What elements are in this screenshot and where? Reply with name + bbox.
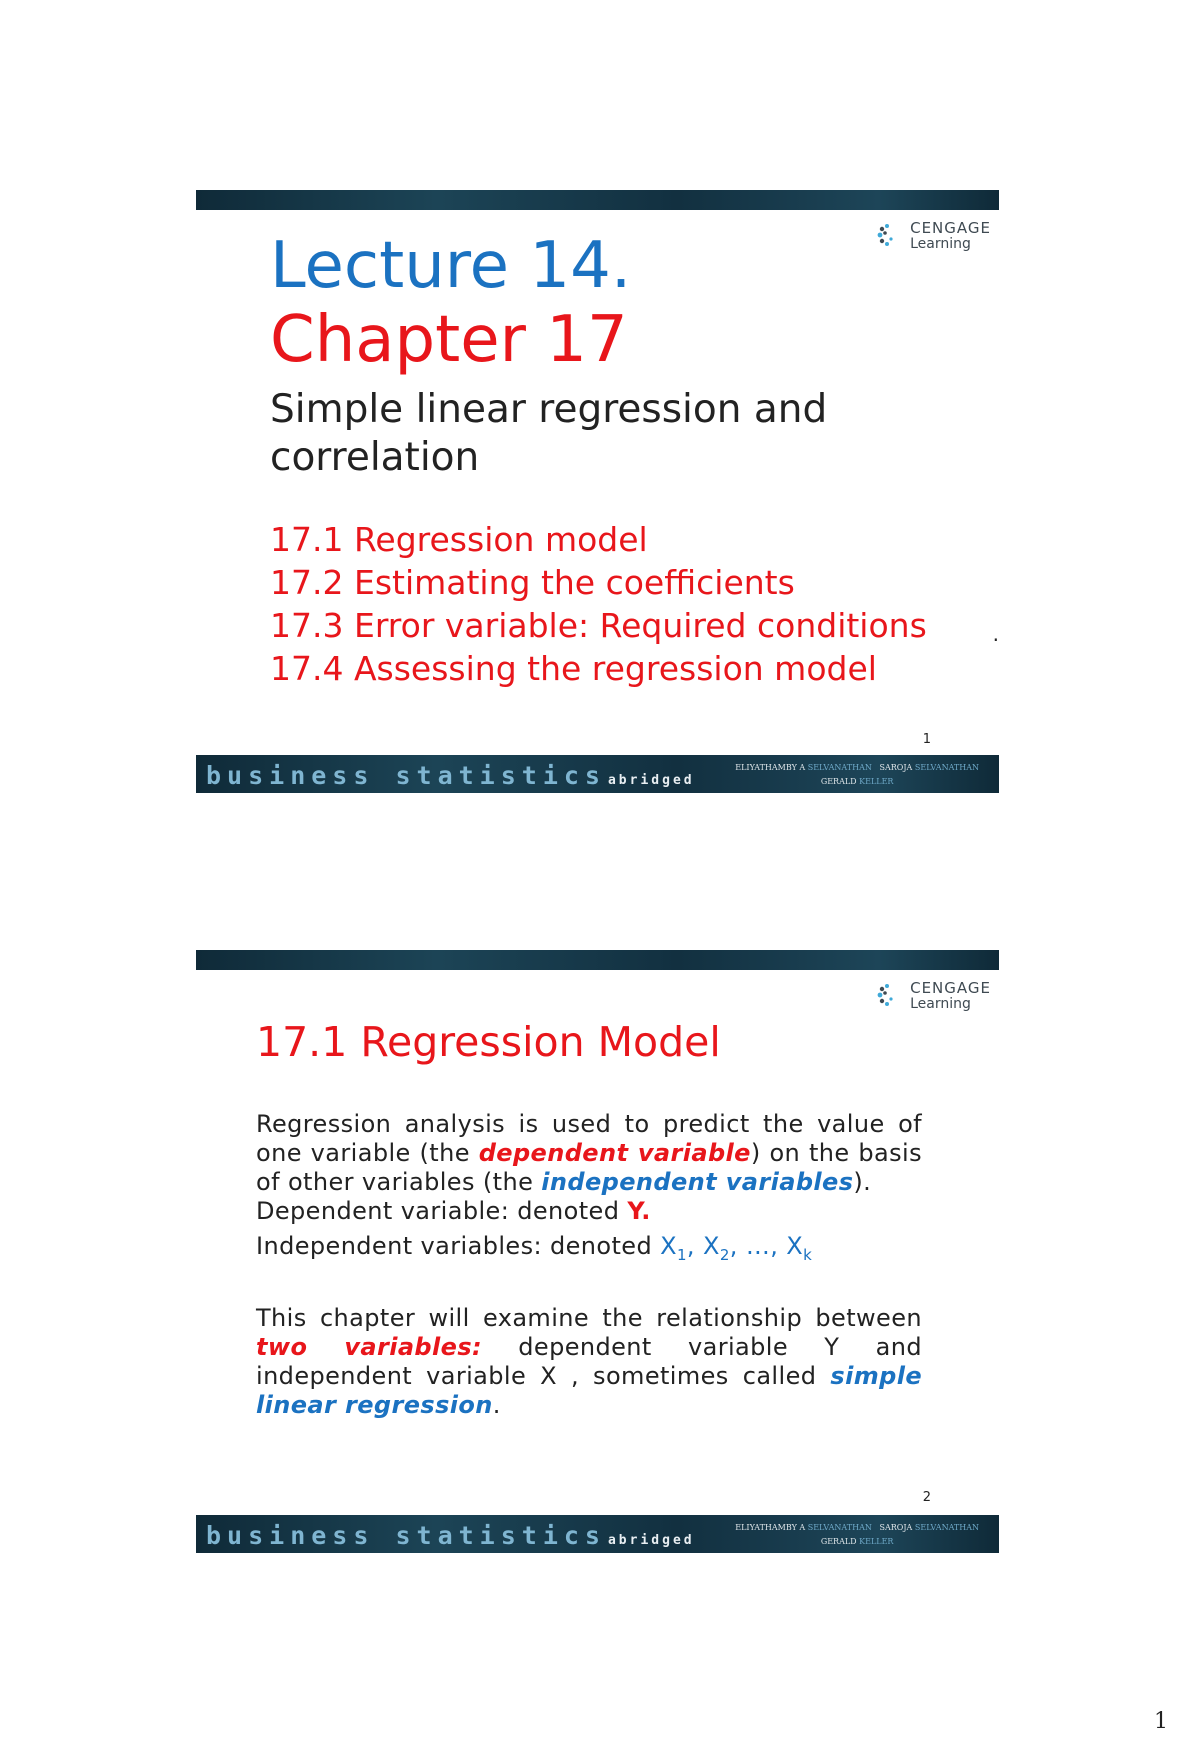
section-item: 17.3 Error variable: Required conditions — [270, 606, 927, 645]
author-text: KELLER — [859, 1537, 894, 1546]
band-subtitle: abridged — [607, 773, 695, 788]
simple-linear-regression-term: simple linear regression — [256, 1361, 922, 1419]
slide-2 — [196, 950, 999, 1553]
subscript: 2 — [719, 1245, 730, 1264]
text: dependent variable Y and independent variable X , sometimes called — [256, 1332, 922, 1390]
cengage-logo-icon — [876, 221, 906, 251]
lecture-title: Lecture 14. — [270, 229, 632, 303]
text: ). — [853, 1168, 872, 1196]
band-title — [206, 761, 695, 790]
author-text: ELIYATHAMBY A — [735, 1523, 806, 1532]
subscript: k — [803, 1245, 813, 1264]
paragraph — [256, 1304, 922, 1420]
x-symbol: , …, X — [729, 1232, 804, 1260]
dependent-variable-term: dependent variable — [478, 1139, 751, 1167]
band-subtitle: abridged — [607, 1533, 695, 1548]
section-item: 17.4 Assessing the regression model — [270, 649, 877, 688]
logo-line2: Learning — [910, 996, 971, 1012]
slide-title: 17.1 Regression Model — [256, 1018, 721, 1066]
top-band — [196, 190, 999, 210]
author-text: ELIYATHAMBY A — [735, 763, 806, 772]
author-text: KELLER — [859, 777, 894, 786]
stray-dot: . — [992, 622, 999, 646]
authors — [735, 761, 979, 789]
section-list — [270, 518, 950, 690]
slide-page-number: 2 — [922, 1490, 931, 1505]
slide-1 — [196, 190, 999, 793]
author-text: GERALD — [820, 1537, 857, 1546]
x-symbol: , X — [686, 1232, 720, 1260]
logo-line1: CENGAGE — [910, 979, 991, 997]
cengage-logo — [876, 220, 991, 252]
band-title-text: business statistics — [206, 1521, 606, 1550]
text: Regression analysis is used to predict the value of one variable (the — [256, 1110, 922, 1167]
logo-line2: Learning — [910, 236, 971, 252]
section-item: 17.1 Regression model — [270, 520, 648, 559]
text: This chapter will examine the relationship between — [256, 1303, 922, 1332]
slide-body — [256, 1110, 922, 1426]
two-variables-term: two variables: — [256, 1332, 483, 1361]
author-text: SAROJA — [879, 763, 913, 772]
author-text: SAROJA — [879, 1523, 913, 1532]
author-text: SELVANATHAN — [914, 763, 979, 772]
independent-variables-term: independent variables — [541, 1168, 854, 1196]
section-item: 17.2 Estimating the coefficients — [270, 563, 795, 602]
text: ) on the basis of other variables (the — [256, 1139, 922, 1196]
x-symbol: X — [660, 1232, 677, 1260]
authors — [735, 1521, 979, 1549]
text: Dependent variable: denoted — [256, 1197, 628, 1225]
text: Independent variables: denoted — [256, 1232, 661, 1260]
footer-band — [196, 755, 999, 793]
author-text: SELVANATHAN — [914, 1523, 979, 1532]
footer-band — [196, 1515, 999, 1553]
band-title — [206, 1521, 695, 1550]
author-text: SELVANATHAN — [807, 1523, 872, 1532]
paragraph — [256, 1110, 922, 1226]
band-title-text: business statistics — [206, 761, 606, 790]
document-page-number: 1 — [1154, 1709, 1168, 1734]
text: . — [492, 1390, 501, 1419]
author-text: SELVANATHAN — [807, 763, 872, 772]
slide-page-number: 1 — [922, 732, 931, 747]
subscript: 1 — [676, 1245, 687, 1264]
slide-subtitle: Simple linear regression and correlation — [270, 387, 828, 480]
chapter-title: Chapter 17 — [270, 303, 628, 377]
y-symbol: Y. — [627, 1197, 651, 1225]
top-band — [196, 950, 999, 970]
cengage-logo — [876, 980, 991, 1012]
paragraph — [256, 1232, 922, 1270]
cengage-logo-icon — [876, 981, 906, 1011]
author-text: GERALD — [820, 777, 857, 786]
logo-line1: CENGAGE — [910, 219, 991, 237]
